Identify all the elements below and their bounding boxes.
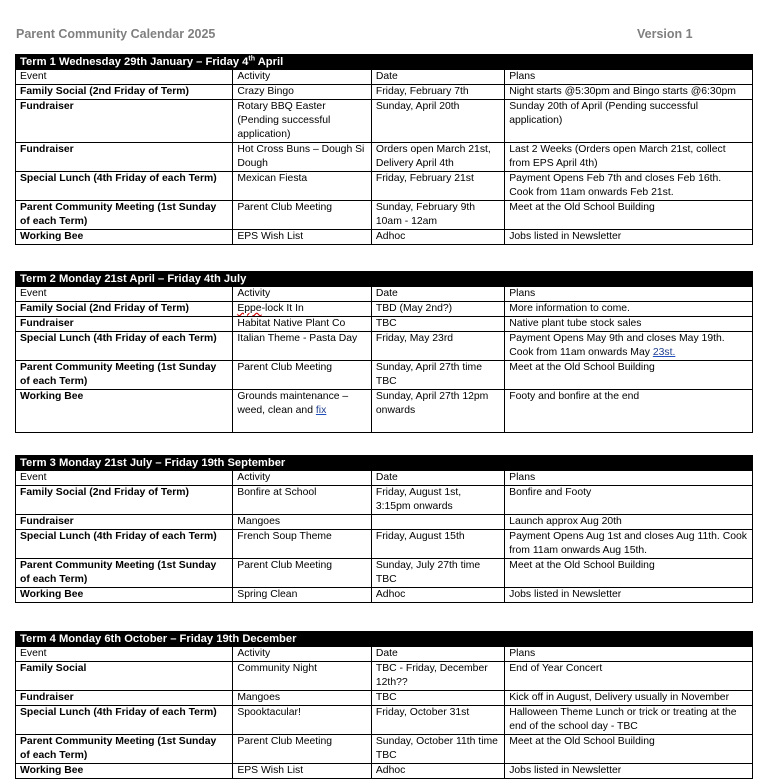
table-row — [16, 85, 753, 100]
event-cell: Fundraiser — [16, 143, 233, 172]
activity-cell: Habitat Native Plant Co — [233, 317, 372, 332]
column-header-event: Event — [16, 70, 233, 85]
table-row — [16, 706, 753, 735]
event-cell: Special Lunch (4th Friday of each Term) — [16, 332, 233, 361]
table-row — [16, 486, 753, 515]
event-cell: Family Social — [16, 662, 233, 691]
table-row — [16, 588, 753, 603]
plans-cell: Meet at the Old School Building — [505, 559, 753, 588]
plans-cell: Payment Opens Aug 1st and closes Aug 11th. Cook from 11am onwards Aug 15th. — [505, 530, 753, 559]
column-header-row — [16, 471, 753, 486]
column-header-row — [16, 287, 753, 302]
table-row — [16, 662, 753, 691]
event-cell: Family Social (2nd Friday of Term) — [16, 85, 233, 100]
plans-cell: Bonfire and Footy — [505, 486, 753, 515]
term-4-table — [15, 631, 753, 779]
column-header-plans: Plans — [505, 647, 753, 662]
column-header-row — [16, 647, 753, 662]
table-row — [16, 691, 753, 706]
date-cell: Sunday, April 27th 12pm onwards — [371, 390, 504, 433]
table-row — [16, 559, 753, 588]
event-cell: Family Social (2nd Friday of Term) — [16, 302, 233, 317]
table-row — [16, 172, 753, 201]
event-cell: Working Bee — [16, 588, 233, 603]
date-cell: Friday, February 7th — [371, 85, 504, 100]
activity-cell: French Soup Theme — [233, 530, 372, 559]
plans-cell: Meet at the Old School Building — [505, 201, 753, 230]
table-row — [16, 764, 753, 779]
plans-cell: Payment Opens Feb 7th and closes Feb 16th. Cook from 11am onwards Feb 21st. — [505, 172, 753, 201]
term-2-header: Term 2 Monday 21st April – Friday 4th July — [16, 272, 753, 287]
table-row — [16, 515, 753, 530]
document-title: Parent Community Calendar 2025 — [16, 27, 216, 41]
activity-cell: EPS Wish List — [233, 230, 372, 245]
activity-cell: Parent Club Meeting — [233, 201, 372, 230]
date-cell: Sunday, April 20th — [371, 100, 504, 143]
date-cell: Sunday, October 11th time TBC — [371, 735, 504, 764]
event-cell: Special Lunch (4th Friday of each Term) — [16, 530, 233, 559]
plans-cell: Jobs listed in Newsletter — [505, 588, 753, 603]
plans-cell: Launch approx Aug 20th — [505, 515, 753, 530]
event-cell: Parent Community Meeting (1st Sunday of each Term) — [16, 559, 233, 588]
table-row — [16, 361, 753, 390]
activity-cell: EPS Wish List — [233, 764, 372, 779]
column-header-plans: Plans — [505, 471, 753, 486]
plans-cell: Meet at the Old School Building — [505, 361, 753, 390]
term-4-header: Term 4 Monday 6th October – Friday 19th December — [16, 632, 753, 647]
column-header-plans: Plans — [505, 70, 753, 85]
activity-cell: Parent Club Meeting — [233, 559, 372, 588]
column-header-plans: Plans — [505, 287, 753, 302]
plans-cell: Jobs listed in Newsletter — [505, 230, 753, 245]
spellcheck-mark: fix — [315, 405, 327, 416]
activity-cell: Mangoes — [233, 691, 372, 706]
activity-cell: Italian Theme - Pasta Day — [233, 332, 372, 361]
table-row — [16, 530, 753, 559]
term-3-header: Term 3 Monday 21st July – Friday 19th September — [16, 456, 753, 471]
event-cell: Fundraiser — [16, 100, 233, 143]
table-row — [16, 201, 753, 230]
column-header-event: Event — [16, 471, 233, 486]
date-cell: Friday, May 23rd — [371, 332, 504, 361]
plans-cell: Halloween Theme Lunch or trick or treating at the end of the school day - TBC — [505, 706, 753, 735]
plans-cell: Footy and bonfire at the end — [505, 390, 753, 433]
activity-cell: Hot Cross Buns – Dough Si Dough — [233, 143, 372, 172]
spellcheck-mark: Eppe — [237, 303, 262, 314]
spellcheck-mark: 23st. — [652, 347, 676, 358]
column-header-date: Date — [371, 287, 504, 302]
activity-cell: Bonfire at School — [233, 486, 372, 515]
plans-cell: Payment Opens May 9th and closes May 19th. Cook from 11am onwards May 23st. — [505, 332, 753, 361]
date-cell: TBD (May 2nd?) — [371, 302, 504, 317]
date-cell: Friday, August 1st, 3:15pm onwards — [371, 486, 504, 515]
table-row — [16, 332, 753, 361]
event-cell: Working Bee — [16, 230, 233, 245]
event-cell: Working Bee — [16, 764, 233, 779]
column-header-activity: Activity — [233, 471, 372, 486]
event-cell: Parent Community Meeting (1st Sunday of each Term) — [16, 735, 233, 764]
date-cell: Adhoc — [371, 588, 504, 603]
table-row — [16, 735, 753, 764]
activity-cell: Mangoes — [233, 515, 372, 530]
event-cell: Family Social (2nd Friday of Term) — [16, 486, 233, 515]
activity-cell: Rotary BBQ Easter (Pending successful application) — [233, 100, 372, 143]
date-cell: Friday, August 15th — [371, 530, 504, 559]
date-cell: Sunday, April 27th time TBC — [371, 361, 504, 390]
table-row — [16, 317, 753, 332]
plans-cell: Last 2 Weeks (Orders open March 21st, collect from EPS April 4th) — [505, 143, 753, 172]
table-row — [16, 390, 753, 433]
activity-cell: Parent Club Meeting — [233, 361, 372, 390]
plans-cell: End of Year Concert — [505, 662, 753, 691]
activity-cell: Community Night — [233, 662, 372, 691]
plans-cell: Night starts @5:30pm and Bingo starts @6:30pm — [505, 85, 753, 100]
date-cell: TBC - Friday, December 12th?? — [371, 662, 504, 691]
activity-cell: Eppe-lock It In — [233, 302, 372, 317]
date-cell: Orders open March 21st, Delivery April 4th — [371, 143, 504, 172]
column-header-activity: Activity — [233, 287, 372, 302]
event-cell: Special Lunch (4th Friday of each Term) — [16, 706, 233, 735]
date-cell — [371, 515, 504, 530]
date-cell: Friday, February 21st — [371, 172, 504, 201]
column-header-date: Date — [371, 70, 504, 85]
table-row — [16, 143, 753, 172]
plans-cell: Jobs listed in Newsletter — [505, 764, 753, 779]
plans-cell: More information to come. — [505, 302, 753, 317]
table-row — [16, 230, 753, 245]
column-header-event: Event — [16, 647, 233, 662]
activity-cell: Parent Club Meeting — [233, 735, 372, 764]
activity-cell: Spring Clean — [233, 588, 372, 603]
date-cell: Adhoc — [371, 764, 504, 779]
term-2-table — [15, 271, 753, 433]
column-header-activity: Activity — [233, 70, 372, 85]
date-cell: TBC — [371, 691, 504, 706]
plans-cell: Sunday 20th of April (Pending successful application) — [505, 100, 753, 143]
activity-cell: Crazy Bingo — [233, 85, 372, 100]
plans-cell: Meet at the Old School Building — [505, 735, 753, 764]
event-cell: Parent Community Meeting (1st Sunday of each Term) — [16, 201, 233, 230]
date-cell: Sunday, July 27th time TBC — [371, 559, 504, 588]
document-version: Version 1 — [637, 27, 693, 41]
event-cell: Special Lunch (4th Friday of each Term) — [16, 172, 233, 201]
event-cell: Fundraiser — [16, 317, 233, 332]
table-row — [16, 302, 753, 317]
activity-cell: Mexican Fiesta — [233, 172, 372, 201]
column-header-row — [16, 70, 753, 85]
activity-cell: Spooktacular! — [233, 706, 372, 735]
event-cell: Parent Community Meeting (1st Sunday of each Term) — [16, 361, 233, 390]
term-3-table — [15, 455, 753, 603]
term-1-header: Term 1 Wednesday 29th January – Friday 4th April — [16, 55, 753, 70]
event-cell: Fundraiser — [16, 691, 233, 706]
date-cell: TBC — [371, 317, 504, 332]
date-cell: Friday, October 31st — [371, 706, 504, 735]
column-header-activity: Activity — [233, 647, 372, 662]
activity-cell: Grounds maintenance – weed, clean and fix — [233, 390, 372, 433]
plans-cell: Native plant tube stock sales — [505, 317, 753, 332]
column-header-date: Date — [371, 647, 504, 662]
column-header-date: Date — [371, 471, 504, 486]
event-cell: Fundraiser — [16, 515, 233, 530]
column-header-event: Event — [16, 287, 233, 302]
date-cell: Adhoc — [371, 230, 504, 245]
table-row — [16, 100, 753, 143]
event-cell: Working Bee — [16, 390, 233, 433]
term-1-table — [15, 54, 753, 245]
date-cell: Sunday, February 9th 10am - 12am — [371, 201, 504, 230]
plans-cell: Kick off in August, Delivery usually in November — [505, 691, 753, 706]
